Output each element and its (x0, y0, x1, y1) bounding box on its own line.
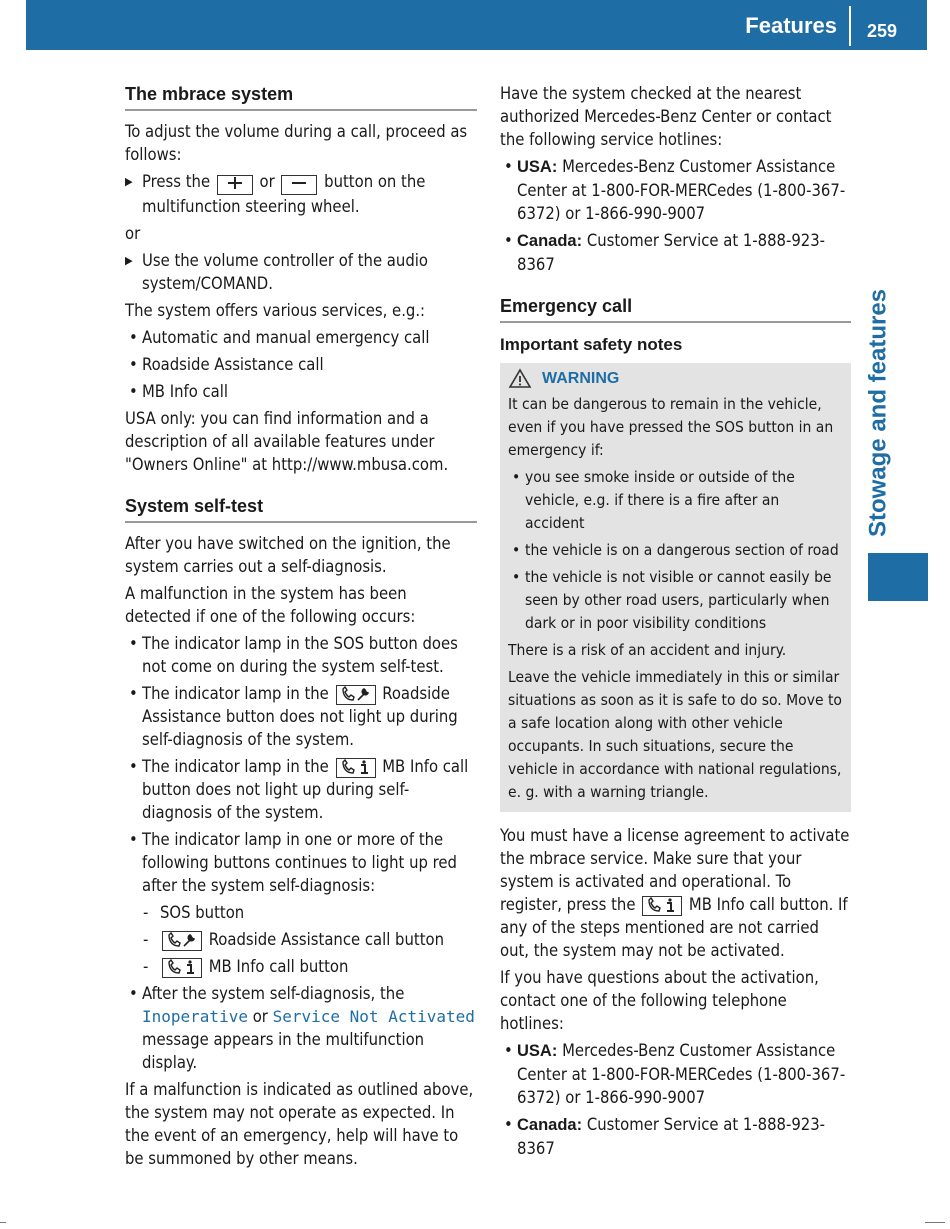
warning-box (500, 363, 851, 812)
selftest-paragraph: After you have switched on the ignition, the system carries out a self-diagnosis. (125, 534, 451, 576)
hotline-text: Mercedes-Benz Customer Assistance Center at 1-800-FOR-MERCedes (1-800-367-6372) or 1-866-990-9007 (517, 1041, 846, 1107)
selftest-paragraph: A malfunction in the system has been detected if one of the following occurs: (125, 584, 416, 626)
hotline-country: Canada: (517, 1116, 583, 1134)
safety-notes-heading: Important safety notes (500, 335, 683, 354)
sub-text: MB Info call button (208, 957, 349, 976)
minus-key-icon (281, 175, 317, 195)
adjust-volume-intro: To adjust the volume during a call, proceed as follows: (125, 122, 468, 164)
hotline-text: Customer Service at 1-888-923-8367 (517, 1115, 826, 1158)
button-sublist (142, 901, 477, 978)
list-item (500, 1039, 851, 1109)
sub-item (142, 928, 477, 951)
selftest-heading: System self-test (125, 494, 477, 523)
volume-steps-2 (125, 249, 477, 295)
list-item: • MB Info call (125, 380, 477, 403)
list-item: • the vehicle is not visible or cannot easily be seen by other road users, particularly when dark or in poor visibility conditions (508, 566, 843, 635)
hotline-country: USA: (517, 158, 558, 176)
or-text: or (125, 224, 141, 243)
service-check-intro: Have the system checked at the nearest authorized Mercedes-Benz Center or contact the following service hotlines: (500, 84, 832, 149)
list-text: The indicator lamp in the (142, 757, 329, 776)
phone-info-key-icon (336, 758, 376, 778)
warning-risk: There is a risk of an accident and injury. (508, 641, 787, 659)
services-list (125, 326, 477, 403)
warning-label: WARNING (542, 370, 620, 387)
license-paragraph (500, 824, 851, 962)
step-text: button on the multifunction steering wheel. (142, 172, 426, 216)
warning-action: Leave the vehicle immediately in this or similar situations as soon as it is safe to do so. Move to a safe location along with other vehicle occupants. In such situations, secure the vehicle in accordance with national regulations, e. g. with a warning triangle. (508, 668, 842, 801)
step-item (125, 170, 477, 218)
questions-paragraph: If you have questions about the activation, contact one of the following telephone hotlines: (500, 968, 819, 1033)
warning-intro: It can be dangerous to remain in the vehicle, even if you have pressed the SOS button in an emergency if: (508, 395, 834, 459)
mbrace-heading: The mbrace system (125, 82, 477, 111)
chapter-side-tab (858, 282, 898, 544)
right-column (500, 82, 851, 1164)
sub-item (142, 955, 477, 978)
paragraph-text: You must have a license agreement to activate the mbrace service. Make sure that your system is activated and operational. To register, press the (500, 826, 850, 914)
list-item: • the vehicle is on a dangerous section of road (508, 539, 843, 562)
list-text: Roadside Assistance button does not light up during self-diagnosis of the system. (142, 684, 458, 749)
list-text: MB Info call button does not light up during self-diagnosis of the system. (142, 757, 469, 822)
warning-list (508, 466, 843, 635)
list-text: message appears in the multifunction display. (142, 1030, 425, 1072)
usa-only-note: USA only: you can find information and a description of all available features under "Owners Online" at http://www.mbusa.com. (125, 409, 449, 474)
malfunction-closing: If a malfunction is indicated as outlined above, the system may not operate as expected. In the event of an emergency, help will have to be summoned by other means. (125, 1080, 474, 1168)
list-text: After the system self-diagnosis, the (142, 984, 405, 1003)
section-title: Features (745, 13, 837, 38)
chapter-marker-block (868, 553, 928, 601)
phone-info-key-icon (162, 958, 202, 978)
crop-mark-right (925, 1222, 945, 1223)
list-item: • Roadside Assistance call (125, 353, 477, 376)
crop-mark-left (0, 1222, 6, 1223)
phone-wrench-key-icon (336, 685, 376, 705)
hotline-country: Canada: (517, 232, 583, 250)
list-item: • you see smoke inside or outside of the vehicle, e.g. if there is a fire after an accident (508, 466, 843, 535)
list-item: • The indicator lamp in the SOS button does not come on during the system self-test. (125, 632, 477, 678)
phone-wrench-key-icon (162, 931, 202, 951)
left-column (125, 82, 477, 1174)
services-intro: The system offers various services, e.g.: (125, 301, 426, 320)
list-item: • Automatic and manual emergency call (125, 326, 477, 349)
list-item (500, 1113, 851, 1160)
hotline-text: Customer Service at 1-888-923-8367 (517, 231, 826, 274)
list-item (125, 828, 477, 978)
warning-triangle-icon (508, 368, 532, 389)
display-message-not-activated: Service Not Activated (272, 1007, 475, 1026)
warning-header (508, 367, 843, 390)
sub-item: - SOS button (142, 901, 477, 924)
paragraph-text: MB Info call button. If any of the steps mentioned are not carried out, the system may not be activated. (500, 895, 848, 960)
list-text: The indicator lamp in the (142, 684, 329, 703)
step-text: Press the (142, 172, 211, 191)
malfunction-list (125, 632, 477, 1074)
display-message-inoperative: Inoperative (142, 1007, 248, 1026)
list-text: The indicator lamp in one or more of the following buttons continues to light up red after the system self-diagnosis: (142, 830, 457, 895)
step-text: or (259, 172, 275, 191)
hotline-list-2 (500, 1039, 851, 1160)
step-item: ▶ Use the volume controller of the audio system/COMAND. (125, 249, 477, 295)
emergency-heading: Emergency call (500, 294, 851, 323)
hotline-list (500, 155, 851, 276)
list-item (500, 155, 851, 225)
list-item (125, 755, 477, 824)
list-item (125, 982, 477, 1074)
list-text: or (252, 1007, 268, 1026)
list-item (125, 682, 477, 751)
page-number: 259 (866, 21, 897, 41)
list-item (500, 229, 851, 276)
plus-key-icon (217, 175, 253, 195)
hotline-country: USA: (517, 1042, 558, 1060)
sub-text: Roadside Assistance call button (208, 930, 445, 949)
hotline-text: Mercedes-Benz Customer Assistance Center at 1-800-FOR-MERCedes (1-800-367-6372) or 1-866-990-9007 (517, 157, 846, 223)
header-divider (849, 6, 851, 46)
phone-info-key-icon (642, 896, 682, 916)
chapter-side-tab-label: Stowage and features (864, 288, 892, 538)
page-header-bar (26, 0, 927, 50)
volume-steps (125, 170, 477, 218)
